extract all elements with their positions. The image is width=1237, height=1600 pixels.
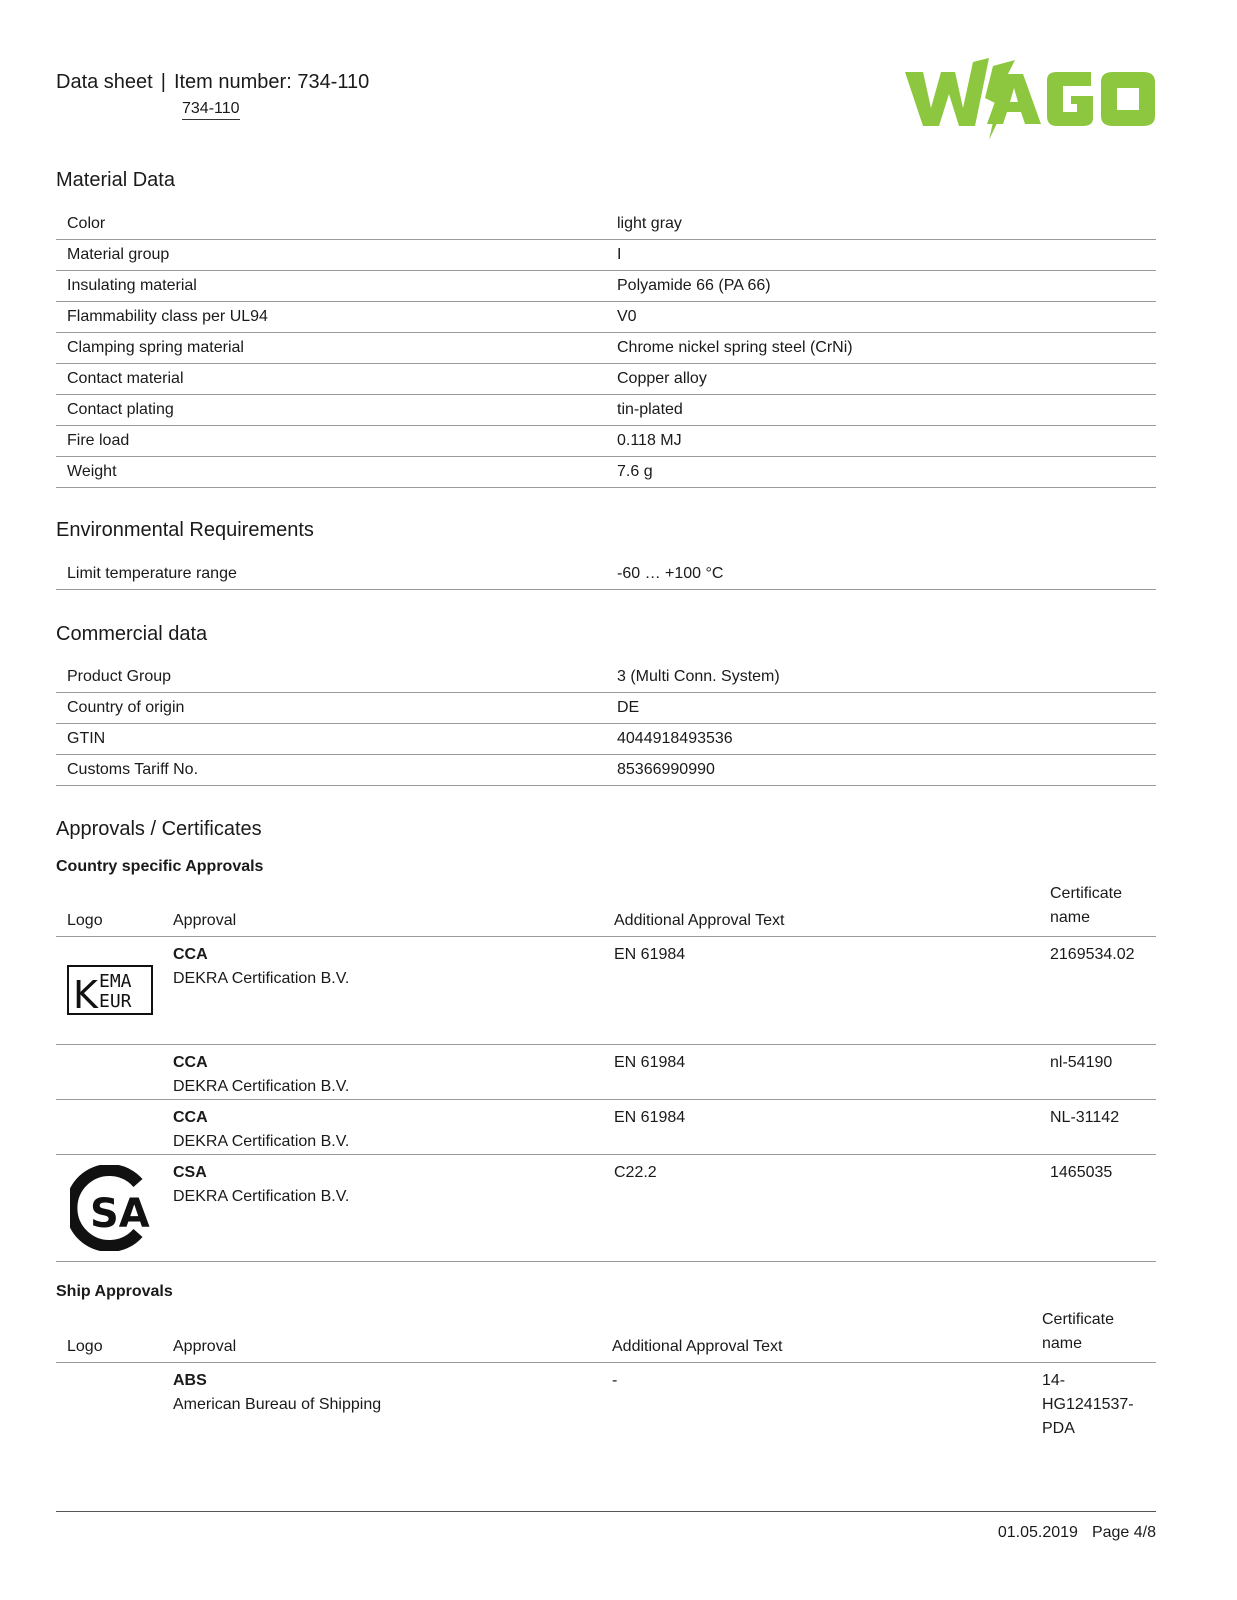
row-label: GTIN	[67, 730, 106, 747]
col-approval: Approval	[173, 1338, 237, 1355]
certificate-cell	[1042, 1369, 1134, 1441]
approval-org: DEKRA Certification B.V.	[173, 1078, 350, 1095]
certificate-cell: 1465035	[1050, 1164, 1113, 1181]
table-row	[56, 755, 1156, 786]
row-value: Polyamide 66 (PA 66)	[617, 277, 771, 294]
row-value: Copper alloy	[617, 370, 707, 387]
approval-name: CCA	[173, 946, 208, 963]
col-additional-text: Additional Approval Text	[612, 1338, 783, 1355]
material-data-table	[56, 209, 1156, 488]
csa-logo	[70, 1165, 150, 1251]
item-number-link[interactable]: 734-110	[182, 100, 240, 120]
row-label: Customs Tariff No.	[67, 761, 199, 778]
approval-org: DEKRA Certification B.V.	[173, 1133, 350, 1150]
footer-page-number: Page 4/8	[1091, 1524, 1156, 1541]
table-header	[56, 1308, 1156, 1363]
approval-cell	[173, 1369, 381, 1417]
approval-cell	[173, 1051, 349, 1099]
approval-cell	[173, 1106, 349, 1154]
doc-type: Data sheet	[56, 71, 153, 93]
col-certificate-name: Certificate name	[1050, 885, 1123, 926]
material-data-heading: Material Data	[56, 169, 175, 191]
approval-cell	[173, 1161, 349, 1209]
table-row	[56, 209, 1156, 240]
datasheet-page	[56, 0, 1156, 1600]
row-label: Product Group	[67, 668, 172, 685]
row-label: Insulating material	[67, 277, 197, 294]
row-value: V0	[617, 308, 637, 325]
approval-name: ABS	[173, 1372, 207, 1389]
environmental-table	[56, 559, 1156, 590]
page-title	[56, 71, 369, 94]
row-value: 0.118 MJ	[617, 432, 682, 449]
table-row	[56, 271, 1156, 302]
approval-name: CCA	[173, 1054, 208, 1071]
additional-text-cell: EN 61984	[614, 946, 686, 963]
csa-logo-text: SA	[90, 1191, 150, 1237]
kema-logo-letter: K	[73, 973, 98, 1015]
additional-text-cell: -	[612, 1372, 618, 1389]
col-certificate-name: Certificate name	[1042, 1311, 1115, 1352]
row-value: tin-plated	[617, 401, 683, 418]
row-label: Country of origin	[67, 699, 185, 716]
kema-eur-logo	[67, 965, 153, 1015]
table-row	[56, 1100, 1156, 1155]
approval-name: CCA	[173, 1109, 208, 1126]
item-number-label: Item number: 734-110	[173, 71, 370, 93]
approvals-heading: Approvals / Certificates	[56, 818, 262, 840]
table-row	[56, 395, 1156, 426]
table-row	[56, 724, 1156, 755]
certificate-line: 14-	[1042, 1372, 1066, 1389]
additional-text-cell: C22.2	[614, 1164, 657, 1181]
certificate-line: PDA	[1042, 1420, 1075, 1437]
row-label: Limit temperature range	[67, 565, 237, 582]
table-row	[56, 426, 1156, 457]
certificate-cell: nl-54190	[1050, 1054, 1113, 1071]
table-row	[56, 662, 1156, 693]
additional-text-cell: EN 61984	[614, 1109, 686, 1126]
country-approvals-table	[56, 882, 1156, 1262]
table-row	[56, 1155, 1156, 1262]
environmental-heading: Environmental Requirements	[56, 519, 314, 541]
table-row	[56, 240, 1156, 271]
row-value: I	[617, 246, 622, 263]
ship-approvals-table	[56, 1308, 1156, 1443]
approval-org: American Bureau of Shipping	[173, 1396, 382, 1413]
row-value: -60 … +100 °C	[617, 565, 724, 582]
row-value: 3 (Multi Conn. System)	[617, 668, 780, 685]
table-row	[56, 333, 1156, 364]
table-row	[56, 1045, 1156, 1100]
title-separator: |	[160, 71, 166, 93]
col-logo: Logo	[67, 912, 103, 929]
row-value: 7.6 g	[617, 463, 653, 480]
row-label: Flammability class per UL94	[67, 308, 268, 325]
col-logo: Logo	[67, 1338, 103, 1355]
page-footer	[998, 1524, 1156, 1542]
table-row	[56, 937, 1156, 1045]
wago-logo	[905, 58, 1155, 142]
footer-date: 01.05.2019	[997, 1524, 1078, 1541]
col-approval: Approval	[173, 912, 237, 929]
commercial-heading: Commercial data	[56, 623, 208, 645]
ship-approvals-heading: Ship Approvals	[56, 1283, 173, 1300]
row-value: Chrome nickel spring steel (CrNi)	[617, 339, 853, 356]
table-row	[56, 302, 1156, 333]
row-label: Material group	[67, 246, 170, 263]
footer-divider	[56, 1511, 1156, 1512]
approval-org: DEKRA Certification B.V.	[173, 1188, 350, 1205]
country-approvals-heading: Country specific Approvals	[56, 858, 264, 875]
table-header	[56, 882, 1156, 937]
table-row	[56, 364, 1156, 395]
certificate-cell: NL-31142	[1050, 1109, 1120, 1126]
row-label: Contact plating	[67, 401, 174, 418]
approval-name: CSA	[173, 1164, 207, 1181]
row-label: Color	[67, 215, 106, 232]
row-value: DE	[617, 699, 640, 716]
row-label: Weight	[67, 463, 117, 480]
row-label: Clamping spring material	[67, 339, 244, 356]
certificate-cell: 2169534.02	[1050, 946, 1135, 963]
row-value: 4044918493536	[617, 730, 733, 747]
kema-logo-top-text: EMA	[99, 971, 132, 992]
col-additional-text: Additional Approval Text	[614, 912, 785, 929]
row-value: light gray	[617, 215, 682, 232]
row-label: Fire load	[67, 432, 130, 449]
table-row	[56, 1363, 1156, 1443]
row-value: 85366990990	[617, 761, 715, 778]
approval-org: DEKRA Certification B.V.	[173, 970, 350, 987]
row-label: Contact material	[67, 370, 184, 387]
table-row	[56, 457, 1156, 488]
additional-text-cell: EN 61984	[614, 1054, 686, 1071]
approval-cell	[173, 943, 349, 991]
table-row	[56, 559, 1156, 590]
table-row	[56, 693, 1156, 724]
certificate-line: HG1241537-	[1042, 1396, 1134, 1413]
commercial-table	[56, 662, 1156, 786]
kema-logo-bottom-text: EUR	[99, 991, 132, 1012]
